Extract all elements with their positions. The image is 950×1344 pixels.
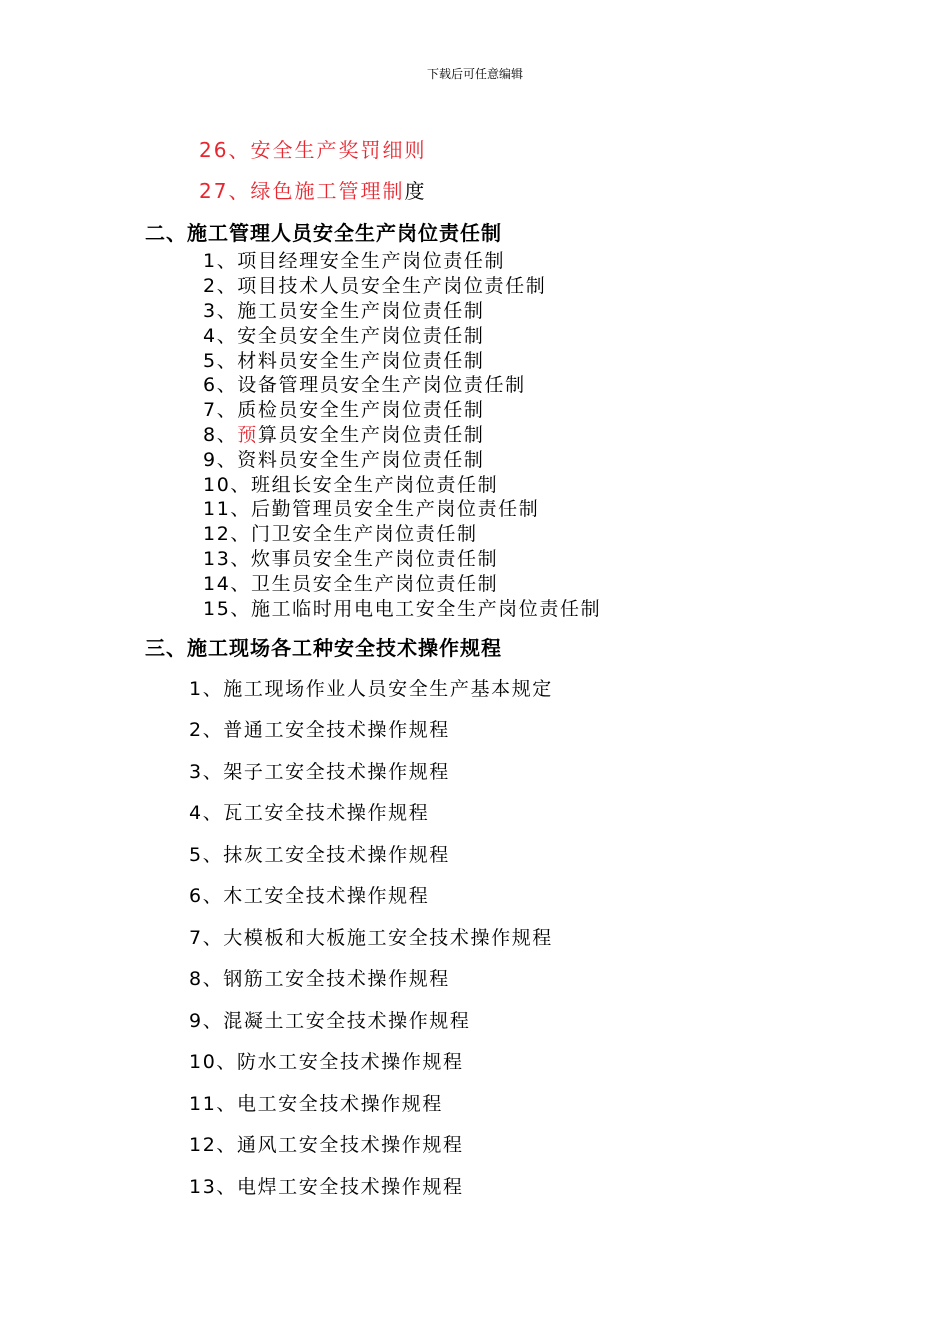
- section-2-title: 二、施工管理人员安全生产岗位责任制: [145, 221, 502, 245]
- list-item: 13、电焊工安全技术操作规程: [189, 1176, 464, 1198]
- list-item-rest: 算员安全生产岗位责任制: [257, 424, 485, 446]
- list-item: [203, 423, 485, 447]
- list-item: 9、混凝土工安全技术操作规程: [189, 1010, 471, 1032]
- list-item: 3、施工员安全生产岗位责任制: [203, 300, 485, 322]
- list-item: 9、资料员安全生产岗位责任制: [203, 449, 485, 471]
- list-item: 2、项目技术人员安全生产岗位责任制: [203, 275, 547, 297]
- list-item: 3、架子工安全技术操作规程: [189, 761, 450, 783]
- list-item-26: 26、安全生产奖罚细则: [199, 138, 427, 162]
- page-header: 下载后可任意编辑: [426, 67, 523, 81]
- list-item-27-red: 27、绿色施工管理制: [199, 179, 405, 203]
- list-item: 7、质检员安全生产岗位责任制: [203, 399, 485, 421]
- list-item: 6、设备管理员安全生产岗位责任制: [203, 374, 526, 396]
- list-item: 15、施工临时用电电工安全生产岗位责任制: [203, 598, 602, 620]
- section-3-title: 三、施工现场各工种安全技术操作规程: [145, 636, 502, 660]
- list-item: 13、炊事员安全生产岗位责任制: [203, 548, 499, 570]
- list-item-prefix: 8、: [203, 424, 238, 446]
- list-item: 4、安全员安全生产岗位责任制: [203, 325, 485, 347]
- list-item: 4、瓦工安全技术操作规程: [189, 802, 430, 824]
- list-item-27-rest: 度: [404, 179, 427, 203]
- list-item: 2、普通工安全技术操作规程: [189, 719, 450, 741]
- list-item: 5、抹灰工安全技术操作规程: [189, 844, 450, 866]
- list-item: 7、大模板和大板施工安全技术操作规程: [189, 927, 553, 949]
- list-item-red-char: 预: [237, 424, 258, 446]
- list-item-27: [199, 178, 426, 204]
- list-item: 11、电工安全技术操作规程: [189, 1093, 443, 1115]
- list-item: 10、班组长安全生产岗位责任制: [203, 474, 499, 496]
- list-item: 1、施工现场作业人员安全生产基本规定: [189, 678, 553, 700]
- list-item: 1、项目经理安全生产岗位责任制: [203, 250, 506, 272]
- list-item: 8、钢筋工安全技术操作规程: [189, 968, 450, 990]
- list-item: 5、材料员安全生产岗位责任制: [203, 350, 485, 372]
- list-item: 6、木工安全技术操作规程: [189, 885, 430, 907]
- list-item: 12、门卫安全生产岗位责任制: [203, 523, 478, 545]
- list-item: 12、通风工安全技术操作规程: [189, 1134, 464, 1156]
- list-item: 10、防水工安全技术操作规程: [189, 1051, 464, 1073]
- list-item: 11、后勤管理员安全生产岗位责任制: [203, 498, 540, 520]
- list-item: 14、卫生员安全生产岗位责任制: [203, 573, 499, 595]
